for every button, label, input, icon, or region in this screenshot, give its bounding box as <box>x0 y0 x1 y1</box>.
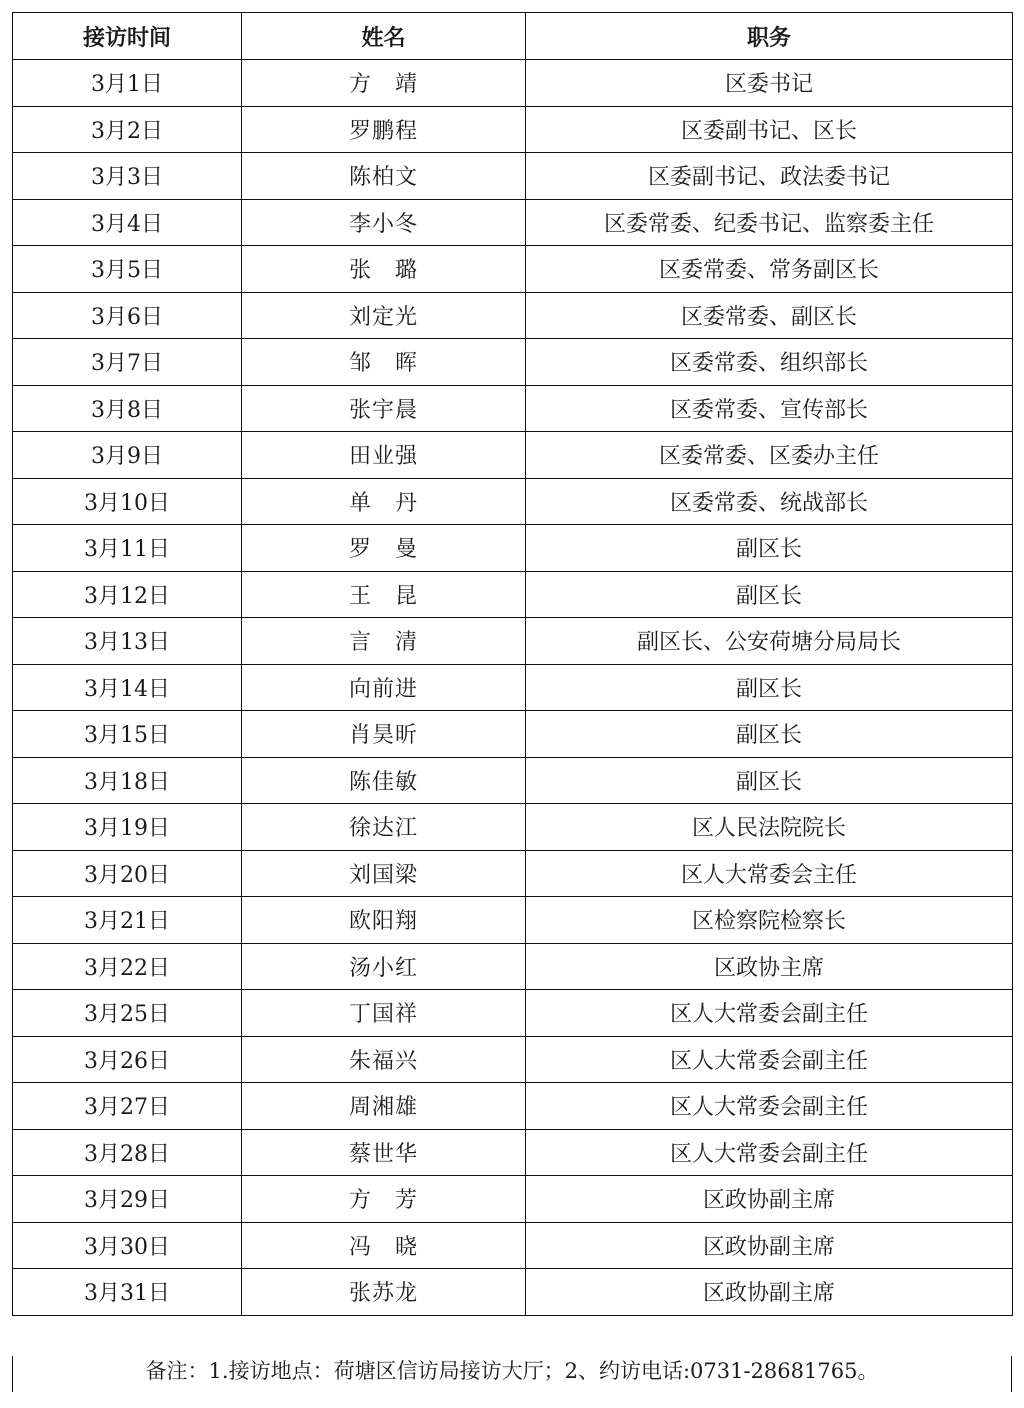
date-cell: 3月15日 <box>13 711 242 758</box>
name-cell: 罗 曼 <box>242 525 526 572</box>
table-row <box>13 478 1013 525</box>
table-row <box>13 1176 1013 1223</box>
title-cell: 副区长 <box>526 525 1013 572</box>
name-cell: 周湘雄 <box>242 1083 526 1130</box>
title-cell: 区委常委、纪委书记、监察委主任 <box>526 199 1013 246</box>
title-cell: 副区长 <box>526 757 1013 804</box>
table-row <box>13 153 1013 200</box>
title-cell: 副区长 <box>526 664 1013 711</box>
table-row <box>13 1129 1013 1176</box>
title-cell: 区委常委、副区长 <box>526 292 1013 339</box>
date-cell: 3月2日 <box>13 106 242 153</box>
name-cell: 丁国祥 <box>242 990 526 1037</box>
date-cell: 3月4日 <box>13 199 242 246</box>
title-cell: 区人民法院院长 <box>526 804 1013 851</box>
name-cell: 田业强 <box>242 432 526 479</box>
table-row <box>13 385 1013 432</box>
title-cell: 区人大常委会副主任 <box>526 1036 1013 1083</box>
title-cell: 区委常委、组织部长 <box>526 339 1013 386</box>
header-title: 职务 <box>526 13 1013 60</box>
table-row <box>13 339 1013 386</box>
date-cell: 3月11日 <box>13 525 242 572</box>
name-cell: 邹 晖 <box>242 339 526 386</box>
title-cell: 区政协副主席 <box>526 1269 1013 1316</box>
date-cell: 3月18日 <box>13 757 242 804</box>
date-cell: 3月28日 <box>13 1129 242 1176</box>
name-cell: 陈佳敏 <box>242 757 526 804</box>
table-row <box>13 618 1013 665</box>
name-cell: 方 靖 <box>242 60 526 107</box>
date-cell: 3月22日 <box>13 943 242 990</box>
date-cell: 3月19日 <box>13 804 242 851</box>
table-row <box>13 292 1013 339</box>
table-row <box>13 664 1013 711</box>
date-cell: 3月30日 <box>13 1222 242 1269</box>
title-cell: 区政协主席 <box>526 943 1013 990</box>
date-cell: 3月1日 <box>13 60 242 107</box>
title-cell: 区人大常委会副主任 <box>526 990 1013 1037</box>
name-cell: 陈柏文 <box>242 153 526 200</box>
date-cell: 3月12日 <box>13 571 242 618</box>
table-row <box>13 1036 1013 1083</box>
date-cell: 3月6日 <box>13 292 242 339</box>
date-cell: 3月10日 <box>13 478 242 525</box>
name-cell: 张苏龙 <box>242 1269 526 1316</box>
header-date: 接访时间 <box>13 13 242 60</box>
table-row <box>13 804 1013 851</box>
name-cell: 刘国梁 <box>242 850 526 897</box>
name-cell: 朱福兴 <box>242 1036 526 1083</box>
name-cell: 言 清 <box>242 618 526 665</box>
name-cell: 汤小红 <box>242 943 526 990</box>
date-cell: 3月29日 <box>13 1176 242 1223</box>
title-cell: 副区长 <box>526 571 1013 618</box>
name-cell: 冯 晓 <box>242 1222 526 1269</box>
table-header-row <box>13 13 1013 60</box>
table-row <box>13 1269 1013 1316</box>
title-cell: 区委常委、常务副区长 <box>526 246 1013 293</box>
table-row <box>13 1083 1013 1130</box>
date-cell: 3月5日 <box>13 246 242 293</box>
table-row <box>13 757 1013 804</box>
table-row <box>13 990 1013 1037</box>
table-row <box>13 106 1013 153</box>
title-cell: 区委常委、宣传部长 <box>526 385 1013 432</box>
date-cell: 3月27日 <box>13 1083 242 1130</box>
schedule-table <box>12 12 1013 1316</box>
title-cell: 区委书记 <box>526 60 1013 107</box>
title-cell: 区政协副主席 <box>526 1176 1013 1223</box>
table-row <box>13 943 1013 990</box>
title-cell: 区委常委、统战部长 <box>526 478 1013 525</box>
date-cell: 3月26日 <box>13 1036 242 1083</box>
name-cell: 欧阳翔 <box>242 897 526 944</box>
date-cell: 3月3日 <box>13 153 242 200</box>
table-row <box>13 432 1013 479</box>
date-cell: 3月8日 <box>13 385 242 432</box>
title-cell: 区人大常委会副主任 <box>526 1083 1013 1130</box>
date-cell: 3月21日 <box>13 897 242 944</box>
title-cell: 区检察院检察长 <box>526 897 1013 944</box>
name-cell: 张宇晨 <box>242 385 526 432</box>
date-cell: 3月7日 <box>13 339 242 386</box>
date-cell: 3月31日 <box>13 1269 242 1316</box>
title-cell: 区委常委、区委办主任 <box>526 432 1013 479</box>
title-cell: 区委副书记、区长 <box>526 106 1013 153</box>
table-row <box>13 199 1013 246</box>
name-cell: 刘定光 <box>242 292 526 339</box>
title-cell: 区人大常委会主任 <box>526 850 1013 897</box>
title-cell: 区人大常委会副主任 <box>526 1129 1013 1176</box>
name-cell: 蔡世华 <box>242 1129 526 1176</box>
name-cell: 肖昊昕 <box>242 711 526 758</box>
date-cell: 3月20日 <box>13 850 242 897</box>
table-row <box>13 897 1013 944</box>
footnote: 备注：1.接访地点：荷塘区信访局接访大厅；2、约访电话:0731-28681765。 <box>12 1356 1012 1392</box>
name-cell: 张 璐 <box>242 246 526 293</box>
title-cell: 区政协副主席 <box>526 1222 1013 1269</box>
table-row <box>13 525 1013 572</box>
name-cell: 罗鹏程 <box>242 106 526 153</box>
table-body <box>13 60 1013 1316</box>
table-row <box>13 1222 1013 1269</box>
table-row <box>13 60 1013 107</box>
name-cell: 徐达江 <box>242 804 526 851</box>
name-cell: 王 昆 <box>242 571 526 618</box>
title-cell: 副区长 <box>526 711 1013 758</box>
title-cell: 区委副书记、政法委书记 <box>526 153 1013 200</box>
table-row <box>13 246 1013 293</box>
date-cell: 3月9日 <box>13 432 242 479</box>
date-cell: 3月25日 <box>13 990 242 1037</box>
name-cell: 单 丹 <box>242 478 526 525</box>
name-cell: 李小冬 <box>242 199 526 246</box>
date-cell: 3月14日 <box>13 664 242 711</box>
reception-schedule <box>12 12 1012 1316</box>
date-cell: 3月13日 <box>13 618 242 665</box>
title-cell: 副区长、公安荷塘分局局长 <box>526 618 1013 665</box>
name-cell: 向前进 <box>242 664 526 711</box>
table-row <box>13 711 1013 758</box>
name-cell: 方 芳 <box>242 1176 526 1223</box>
table-row <box>13 571 1013 618</box>
table-row <box>13 850 1013 897</box>
header-name: 姓名 <box>242 13 526 60</box>
